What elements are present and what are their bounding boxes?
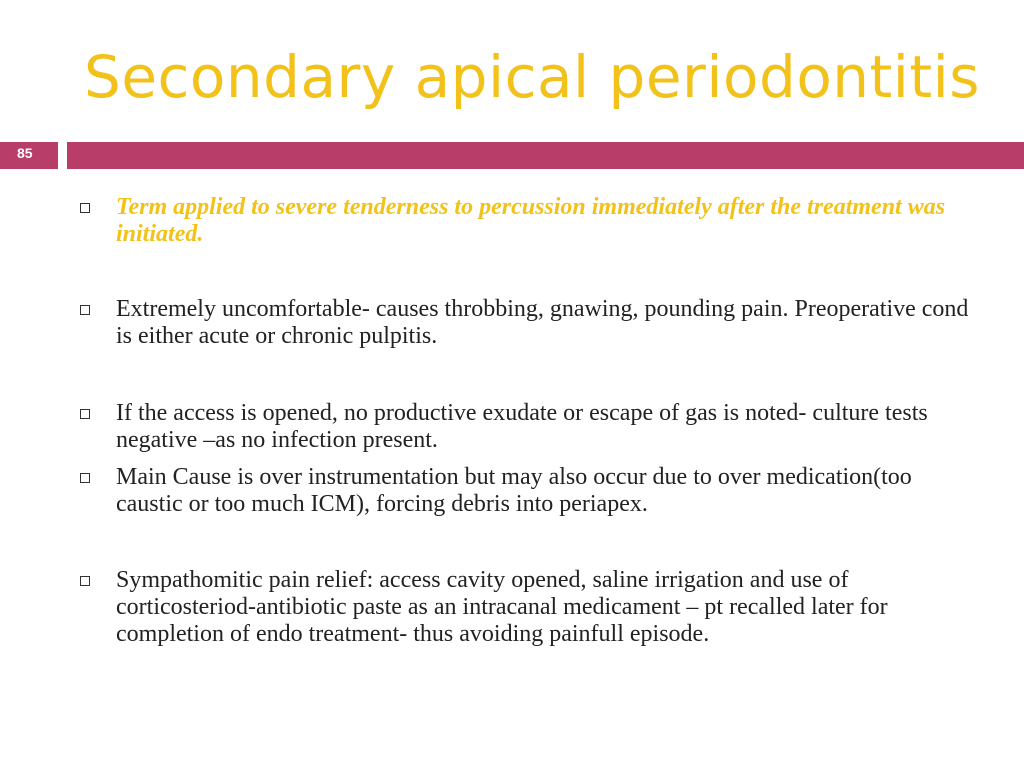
square-bullet-icon: [80, 203, 90, 213]
bullet-text: Sympathomitic pain relief: access cavity opened, saline irrigation and use of corticosteriod-antibiotic paste as an intracanal medicament – pt recalled later for completion of endo treatment- thus avoiding painfull episode.: [116, 567, 888, 647]
square-bullet-icon: [80, 305, 90, 315]
bullet-text: Extremely uncomfortable- causes throbbing, gnawing, pounding pain. Preoperative cond is either acute or chronic pulpitis.: [116, 296, 969, 349]
square-bullet-icon: [80, 409, 90, 419]
square-bullet-icon: [80, 576, 90, 586]
bullet-text: If the access is opened, no productive exudate or escape of gas is noted- culture tests negative –as no infection present.: [116, 400, 928, 453]
slide-title: Secondary apical periodontitis: [84, 43, 980, 111]
square-bullet-icon: [80, 473, 90, 483]
bullet-text: Term applied to severe tenderness to percussion immediately after the treatment was initiated.: [116, 194, 946, 247]
slide-number: 85: [17, 145, 33, 161]
bullet-text: Main Cause is over instrumentation but may also occur due to over medication(too caustic or too much ICM), forcing debris into periapex.: [116, 464, 912, 517]
